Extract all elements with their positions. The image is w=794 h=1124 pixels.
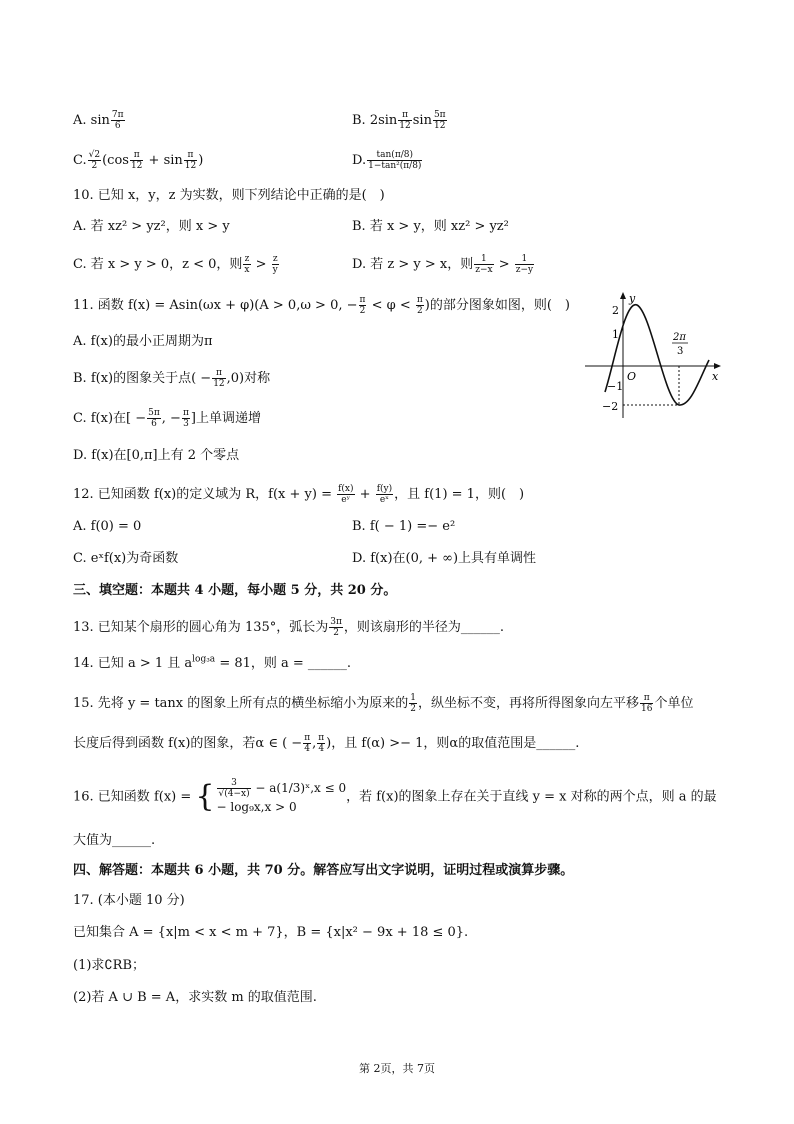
section-3-heading: 三、填空题：本题共 4 小题，每小题 5 分，共 20 分。 <box>73 583 397 598</box>
q16-line-2: 大值为______. <box>73 833 156 848</box>
q11-option-d: D. f(x)在[0,π]上有 2 个零点 <box>73 448 240 463</box>
q10-option-b: B. 若 x > y，则 xz² > yz² <box>352 219 509 234</box>
q12-stem: 12. 已知函数 f(x)的定义域为 R，f(x + y) = $\frac{f(x)}{\text{eʸ}}$ + $\frac{f(y)}{\text{eˣ}}$ ，且 f(1) = 1，则( ) <box>73 484 525 505</box>
q9-option-c: C. $\frac{√2}{2}$ (cos $\frac{\pi}{12}$ + sin $\frac{\pi}{12}$ ) <box>73 150 204 171</box>
q10-option-d: D. 若 z > y > x，则 $\frac{1}{z-x}$ > $\frac{1}{z-y}$ <box>352 254 534 275</box>
graph-xtick-num: 2π <box>673 332 686 343</box>
graph-tick-1: 1 <box>612 328 619 341</box>
q10-stem: 10. 已知 x，y，z 为实数，则下列结论中正确的是( ) <box>73 188 385 203</box>
q11-option-a: A. f(x)的最小正周期为π <box>73 334 213 349</box>
q16-line-1: 16. 已知函数 f(x) = { $\frac{3}{√(4-x)}$ − a(1/3)ˣ,x ≤ 0 − log₉x,x > 0 ，若 f(x)的图象上存在关于直线 y = x 对称的两个点，则 a 的最 <box>73 778 717 814</box>
graph-origin-label: O <box>627 370 637 383</box>
q14: 14. 已知 a > 1 且 $a^{log_3a} = 81$，则 a = ______. <box>73 654 352 671</box>
graph-tick-neg2: −2 <box>602 400 619 413</box>
page-footer: 第 2页，共 7页 <box>359 1062 435 1075</box>
graph-tick-neg1: −1 <box>607 380 624 393</box>
q12-option-d: D. f(x)在(0, + ∞)上具有单调性 <box>352 551 537 566</box>
q17-line-2: (1)求∁RB； <box>73 958 146 973</box>
q17-heading: 17. (本小题 10 分) <box>73 893 185 908</box>
q11-option-c: C. f(x)在[ − $\frac{5\pi}{6}$ , − $\frac{\pi}{3}$ ]上单调递增 <box>73 408 261 429</box>
q15-line-2: 长度后得到函数 f(x)的图象，若α ∈ ( − $\frac{\pi}{4}$ , $\frac{\pi}{4}$ )，且 f(α) >− 1，则α的取值范围是______. <box>73 733 580 754</box>
q9-option-b: B. 2sin $\frac{\pi}{12}$ sin $\frac{5\pi}{12}$ <box>352 110 446 131</box>
q12-option-c: C. eˣf(x)为奇函数 <box>73 551 179 566</box>
q11-sine-graph <box>585 290 725 420</box>
graph-xtick-den: 3 <box>677 346 684 357</box>
q10-option-c: C. 若 x > y > 0，z < 0，则 $\frac{z}{x}$ > $\frac{z}{y}$ <box>73 254 278 275</box>
graph-x-label: x <box>712 370 719 383</box>
graph-tick-2: 2 <box>612 304 619 317</box>
q17-line-1: 已知集合 A = {x|m < x < m + 7}，B = {x|x² − 9x + 18 ≤ 0}. <box>73 925 469 940</box>
q9-option-d: D. $\frac{\tan(\pi/8)}{\text{1−tan²(π/8)}}$ <box>352 150 422 171</box>
q12-option-a: A. f(0) = 0 <box>73 519 142 534</box>
q11-option-b: B. f(x)的图象关于点( − $\frac{\pi}{12}$ ,0)对称 <box>73 368 271 389</box>
q12-option-b: B. f( − 1) =− e² <box>352 519 456 534</box>
q10-option-a: A. 若 xz² > yz²，则 x > y <box>73 219 230 234</box>
graph-y-label: y <box>629 292 636 305</box>
q17-line-3: (2)若 A ∪ B = A，求实数 m 的取值范围. <box>73 990 317 1005</box>
q11-stem: 11. 函数 f(x) = Asin(ωx + φ)(A > 0,ω > 0, − $\frac{\pi}{2}$ < φ < $\frac{\pi}{2}$ )的部分图象如图，则( ) <box>73 295 570 316</box>
section-4-heading: 四、解答题：本题共 6 小题，共 70 分。解答应写出文字说明，证明过程或演算步骤。 <box>73 863 574 878</box>
q9-option-a: A. sin $\frac{7\pi}{6}$ <box>73 110 124 131</box>
q15-line-1: 15. 先将 y = tanx 的图象上所有点的横坐标缩小为原来的 $\frac{1}{2}$ ，纵坐标不变，再将所得图象向左平移 $\frac{\pi}{16}$ 个单位 <box>73 693 694 714</box>
q13: 13. 已知某个扇形的圆心角为 135°，弧长为 $\frac{3\pi}{2}$ ，则该扇形的半径为______. <box>73 617 505 638</box>
